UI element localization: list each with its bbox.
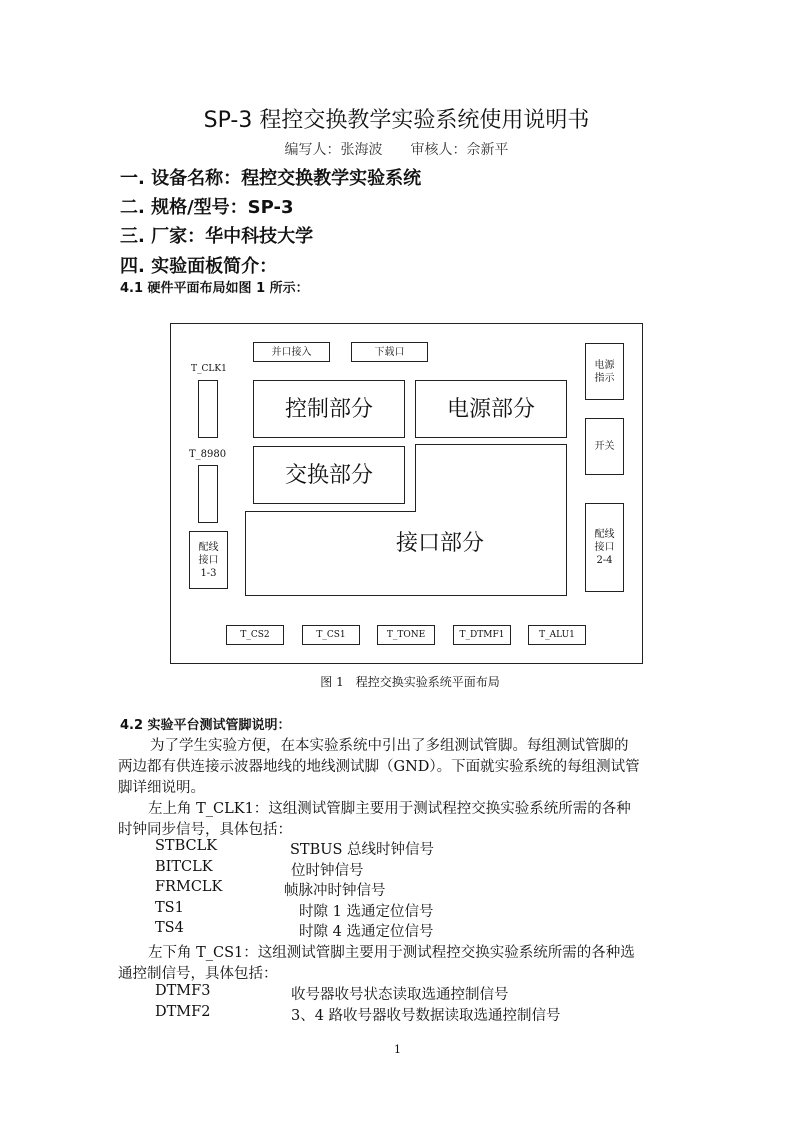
- t-dtmf1-box: T_DTMF1: [453, 625, 511, 645]
- signal-name: TS1: [155, 900, 184, 916]
- figure-caption: 图 1 程控交换实验系统平面布局: [320, 675, 500, 689]
- label: 接口: [198, 554, 219, 566]
- power-section: 电源部分: [415, 380, 567, 438]
- signal-name: STBCLK: [155, 838, 218, 854]
- signal-desc: STBUS 总线时钟信号: [290, 842, 435, 858]
- section-2: 二. 规格/型号：SP-3: [120, 197, 294, 218]
- wiring-interface-2-4: [585, 503, 624, 592]
- section-4: 四. 实验面板简介：: [120, 256, 278, 277]
- para-line: 为了学生实验方便，在本实验系统中引出了多组测试管脚。每组测试管脚的: [150, 738, 629, 754]
- page-number: 1: [394, 1043, 401, 1056]
- doc-title: SP-3 程控交换教学实验系统使用说明书: [203, 108, 590, 133]
- subsection-4-1: 4.1 硬件平面布局如图 1 所示：: [120, 281, 309, 296]
- section-1: 一. 设备名称：程控交换教学实验系统: [120, 168, 422, 189]
- t-tone-box: T_TONE: [377, 625, 435, 645]
- label: 1-3: [200, 567, 217, 579]
- para-line: 左下角 T_CS1：这组测试管脚主要用于测试程控交换实验系统所需的各种选: [148, 945, 635, 961]
- t-cs2-box: T_CS2: [226, 625, 284, 645]
- signal-name: BITCLK: [155, 859, 213, 875]
- authors: 编写人：张海波 审核人：佘新平: [284, 142, 509, 158]
- label: 配线: [198, 541, 219, 553]
- signal-name: DTMF2: [155, 1004, 211, 1020]
- signal-name: FRMCLK: [155, 879, 223, 895]
- signal-desc: 帧脉冲时钟信号: [284, 883, 386, 899]
- download-port-box: 下载口: [351, 342, 428, 362]
- t-8980-label: T_8980: [189, 449, 227, 460]
- para-line: 左上角 T_CLK1：这组测试管脚主要用于测试程控交换实验系统所需的各种: [148, 801, 631, 817]
- signal-name: TS4: [155, 920, 184, 936]
- signal-desc: 3、4 路收号器收号数据读取选通控制信号: [291, 1008, 561, 1024]
- subsection-4-2: 4.2 实验平台测试管脚说明：: [120, 718, 291, 733]
- label: 电源: [594, 359, 615, 371]
- label: 配线: [594, 529, 615, 540]
- interface-section: 接口部分: [396, 531, 485, 556]
- t-alu1-box: T_ALU1: [528, 625, 586, 645]
- control-section: 控制部分: [253, 380, 405, 438]
- para-line: 时钟同步信号，具体包括：: [118, 822, 292, 838]
- label: 接口: [594, 542, 615, 553]
- label: 2-4: [596, 555, 613, 566]
- section-3: 三. 厂家：华中科技大学: [120, 226, 314, 247]
- signal-desc: 位时钟信号: [291, 863, 364, 879]
- signal-desc: 时隙 4 选通定位信号: [299, 924, 434, 940]
- signal-desc: 时隙 1 选通定位信号: [299, 904, 434, 920]
- t-cs1-box: T_CS1: [302, 625, 360, 645]
- signal-desc: 收号器收号状态读取选通控制信号: [291, 987, 509, 1003]
- switching-section: 交换部分: [253, 446, 405, 504]
- t-clk1-label: T_CLK1: [191, 364, 227, 374]
- para-line: 通控制信号，具体包括：: [118, 966, 278, 982]
- signal-name: DTMF3: [155, 983, 211, 999]
- label: 指示: [594, 372, 615, 384]
- parallel-port-box: 并口接入: [253, 342, 330, 362]
- para-line: 两边都有供连接示波器地线的地线测试脚（GND）。下面就实验系统的每组测试管: [118, 759, 640, 775]
- power-switch: 开关: [585, 418, 624, 475]
- power-indicator: [585, 343, 624, 400]
- para-line: 脚详细说明。: [118, 780, 205, 796]
